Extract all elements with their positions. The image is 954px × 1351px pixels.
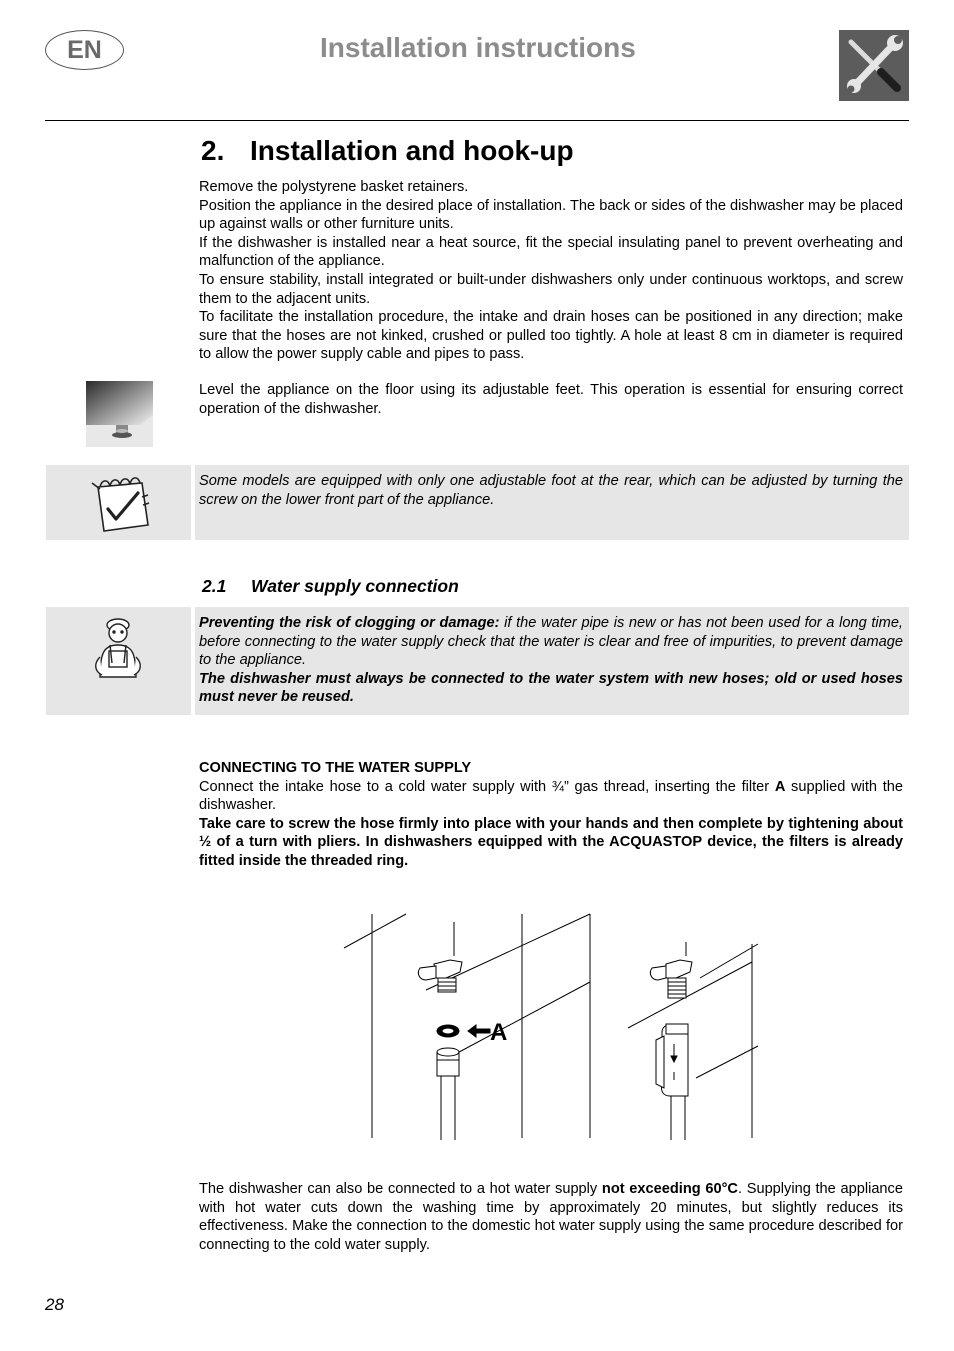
technician-icon [46,607,191,715]
subsection-title-text: Water supply connection [251,576,459,596]
hot-water-text [199,1180,903,1254]
note-icon-cell [46,465,191,540]
section-title-text: Installation and hook-up [250,135,574,166]
warning-text [195,607,909,707]
warning-body: if the water pipe is new or has not been used for a long time, before connecting to the water supply check that the water is clear and free of impurities, to prevent damage to the appliance. [199,615,903,669]
paragraph: To facilitate the installation procedure, the intake and drain hoses can be positioned in any direction; make sure that the hoses are not kinked, crushed or pulled too tightly. A hole at least 8 cm in diameter is required to allow the power supply cable and pipes to pass. [199,309,903,363]
section-number: 2. [201,135,225,166]
tightening-instructions: Take care to screw the hose firmly into place with your hands and then complete by tightening about ½ of a turn with pliers. In dishwashers equipped with the ACQUASTOP device, the filters is already fitted inside the threaded ring. [199,815,903,869]
wrench-screwdriver-icon [839,30,909,101]
hose-connection-figure [340,908,760,1140]
warning-hoses: The dishwasher must always be connected to the water system with new hoses; old or used hoses must never be reused. [199,670,903,706]
hot-water-intro: The dishwasher can also be connected to a hot water supply [199,1181,602,1197]
paragraph: Remove the polystyrene basket retainers. [199,179,469,195]
level-text: Level the appliance on the floor using its adjustable feet. This operation is essential for ensuring correct operation of the dishwasher. [199,382,903,417]
filter-label: A [774,778,786,795]
page-number: 28 [45,1295,64,1314]
acquastop-tap-illustration [650,942,692,1140]
paragraph: If the dishwasher is installed near a heat source, fit the special insulating panel to prevent overheating and malfunction of the appliance. [199,234,903,270]
tap-illustration [418,922,462,1140]
header-divider [45,120,909,121]
subsection-number: 2.1 [202,576,227,596]
warning-box [195,607,909,715]
note-text: Some models are equipped with only one adjustable foot at the rear, which can be adjusted by turning the screw on the lower front part of the appliance. [199,473,903,508]
connecting-heading: CONNECTING TO THE WATER SUPPLY [199,760,472,776]
language-code: EN [67,35,102,64]
subsection-title [202,576,459,597]
paragraph: Position the appliance in the desired place of installation. The back or sides of the dishwasher may be placed up against walls or other furniture units. [199,197,903,233]
intro-text [199,178,903,364]
hot-water-detail: . Supplying the appliance with hot water cuts down the washing time by approximately 20 minutes, but slightly reduces its effectiveness. Make the connection to the domestic hot water supply using the same procedure described for connecting to the cold water supply. [199,1181,903,1253]
paragraph: To ensure stability, install integrated or built-under dishwashers only under continuous worktops, and screw them to the adjacent units. [199,271,903,307]
language-badge [45,30,124,70]
note-box [195,465,909,540]
section-title [201,135,574,167]
connecting-text: supplied with the dishwasher. [199,778,903,814]
connecting-paragraph [199,778,903,815]
adjustable-foot-illustration [86,381,153,447]
figure-label-a: A [490,1019,508,1046]
notepad-check-icon [46,465,191,540]
connecting-section [199,759,903,871]
connecting-text: Connect the intake hose to a cold water supply with ¾” gas thread, inserting the filter [199,778,775,795]
temperature-limit: not exceeding 60°C [601,1181,738,1197]
warning-lead: Preventing the risk of clogging or damage: [199,615,500,631]
page-header-title: Installation instructions [320,32,636,63]
warning-icon-cell [46,607,191,715]
